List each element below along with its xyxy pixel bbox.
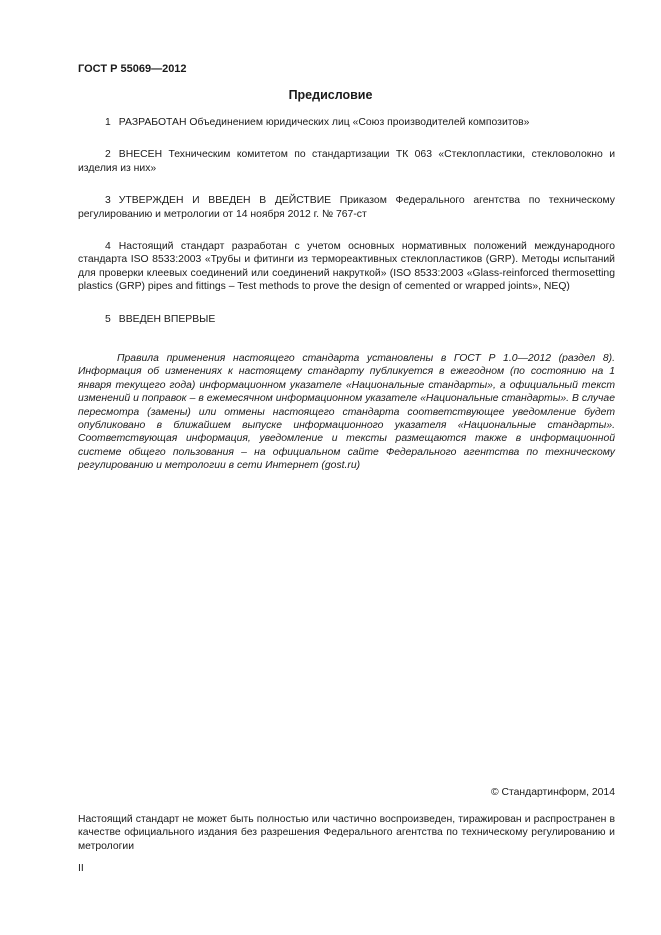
item-number: 4: [105, 241, 111, 253]
item-number: 5: [105, 313, 111, 325]
foreword-item: [78, 148, 615, 175]
foreword-items: [78, 116, 615, 345]
foreword-item: [78, 194, 615, 221]
foreword-item: [78, 116, 615, 129]
item-text: УТВЕРЖДЕН И ВВЕДЕН В ДЕЙСТВИЕ Приказом Федерального агентства по техническому регулированию и метрологии от 14 ноября 2012 г. № 767-ст: [78, 195, 615, 220]
page-title: Предисловие: [288, 88, 373, 102]
item-text: ВВЕДЕН ВПЕРВЫЕ: [118, 313, 216, 325]
item-text: РАЗРАБОТАН Объединением юридических лиц «Союз производителей композитов»: [118, 117, 530, 128]
item-number: 2: [105, 149, 111, 161]
rules-paragraph: Правила применения настоящего стандарта установлены в ГОСТ Р 1.0—2012 (раздел 8). Информация об изменениях к настоящему стандарту публикуется в ежегодном (по состоянию на 1 января текущего года) информационном указателе «Национальные стандарты», а официальный текст изменений и поправок – в ежемесячном информационном указателе «Национальные стандарты». В случае пересмотра (замены) или отмены настоящего стандарта соответствующее уведомление будет опубликовано в ближайшем выпуске информационного указателя «Национальные стандарты». Соответствующая информация, уведомление и тексты размещаются также в информационной системе общего пользования – на официальном сайте Федерального агентства по техническому регулированию и метрологии в сети Интернет (gost.ru): [78, 353, 615, 472]
reproduction-notice: Настоящий стандарт не может быть полностью или частично воспроизведен, тиражирован и распространен в качестве официального издания без разрешения Федерального агентства по техническому регулированию и метрологии: [78, 814, 615, 852]
item-text: ВНЕСЕН Техническим комитетом по стандартизации ТК 063 «Стеклопластики, стекловолокно и изделия из них»: [78, 149, 615, 174]
foreword-item: [78, 313, 615, 326]
item-number: 3: [105, 195, 111, 207]
item-text: Настоящий стандарт разработан с учетом основных нормативных положений международного стандарта ISO 8533:2003 «Трубы и фитинги из термореактивных стеклопластиков (GRP). Методы испытаний для проверки клеевых соединений или соединений накруткой» (ISO 8533:2003 «Glass-reinforced thermosetting plastics (GRP) pipes and fittings – Test methods to prove the design of cemented or wrapped joints», NEQ): [78, 241, 615, 293]
copyright: © Стандартинформ, 2014: [490, 787, 615, 798]
item-number: 1: [105, 117, 111, 128]
standard-code: ГОСТ Р 55069—2012: [78, 63, 187, 75]
foreword-item: [78, 240, 615, 294]
page-number: II: [78, 863, 84, 874]
